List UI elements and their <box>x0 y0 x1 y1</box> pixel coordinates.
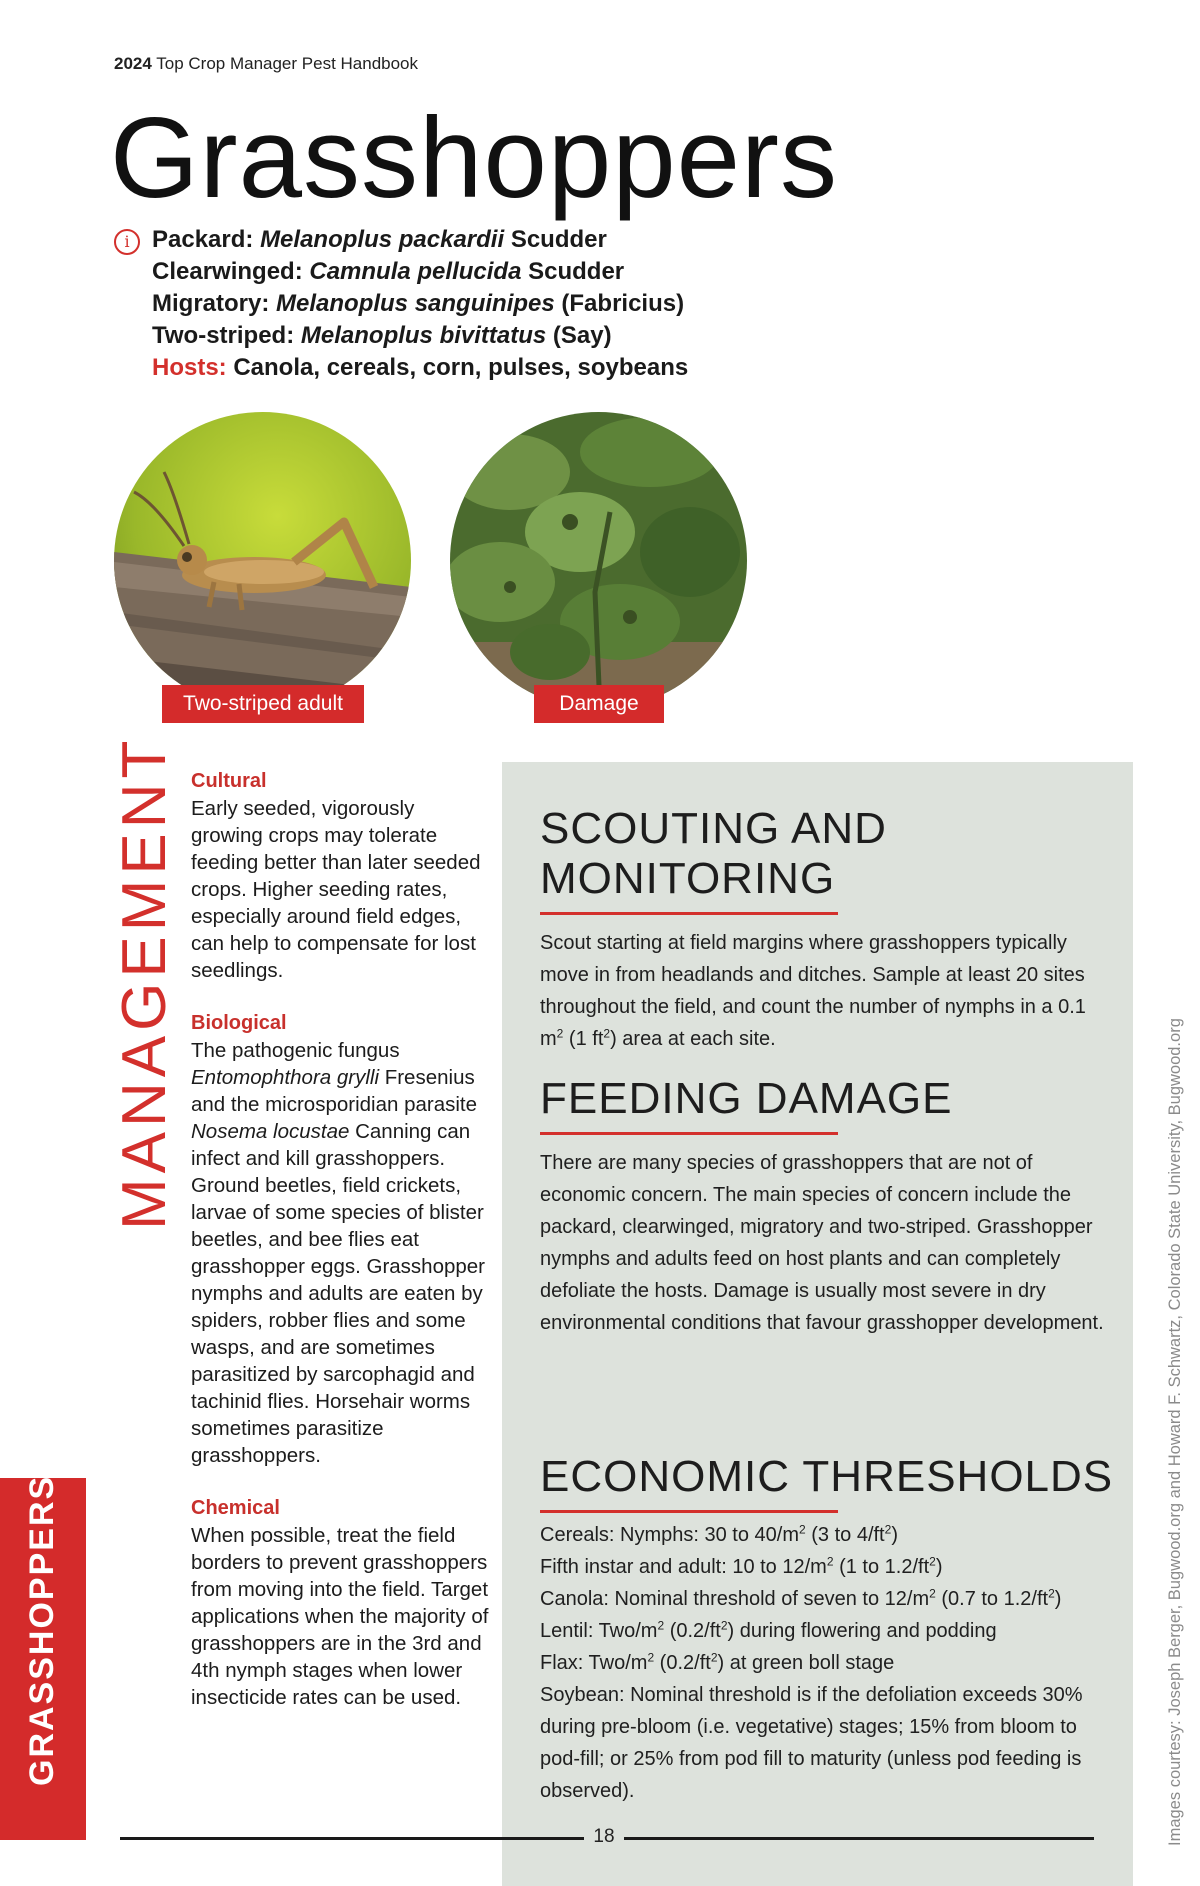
image-credit: Images courtesy: Joseph Berger, Bugwood.org and Howard F. Schwartz, Colorado State University, Bugwood.org <box>1166 1018 1184 1846</box>
photo-caption-adult: Two-striped adult <box>162 685 364 723</box>
feeding-rule <box>540 1132 838 1135</box>
threshold-soybean: Soybean: Nominal threshold is if the defoliation exceeds 30% during pre-bloom (i.e. vegetative) stages; 15% from bloom to pod-fill; or 25% from pod fill to maturity (unless pod feeding is observed). <box>540 1684 1083 1802</box>
superscript: 2 <box>929 1554 936 1569</box>
hosts-label: Hosts: <box>152 354 227 381</box>
threshold-text: (1 to 1.2/ft <box>833 1556 930 1578</box>
scouting-title-line2: MONITORING <box>540 854 836 903</box>
photo-caption-damage: Damage <box>534 685 664 723</box>
thresholds-rule <box>540 1510 838 1513</box>
scouting-section <box>540 804 1110 1055</box>
feeding-text: There are many species of grasshoppers that are not of economic concern. The main species of concern include the packard, clearwinged, migratory and two-striped. Grasshopper nymphs and adults feed on host plants and can completely defoliate the hosts. Damage is usually most severe in dry environmental conditions that favour grasshopper development. <box>540 1152 1104 1334</box>
feeding-title: FEEDING DAMAGE <box>540 1074 953 1123</box>
superscript: 2 <box>647 1650 655 1665</box>
superscript: 2 <box>710 1650 718 1665</box>
thresholds-title: ECONOMIC THRESHOLDS <box>540 1452 1114 1501</box>
header-year: 2024 <box>114 54 152 73</box>
species-list <box>114 224 834 384</box>
management-heading: MANAGEMENT <box>110 735 179 1230</box>
species-author: (Say) <box>552 322 612 349</box>
superscript: 2 <box>1048 1586 1055 1601</box>
species-latin-name: Camnula pellucida <box>309 258 522 285</box>
threshold-text: (0.2/ft <box>664 1620 721 1642</box>
grasshopper-photo <box>114 412 411 709</box>
threshold-text: (3 to 4/ft <box>805 1524 885 1546</box>
threshold-fifth-instar <box>540 1551 1120 1583</box>
biological-text-part: The pathogenic fungus <box>191 1039 400 1062</box>
header-title: Top Crop Manager Pest Handbook <box>156 54 419 73</box>
threshold-text: ) <box>891 1524 898 1546</box>
species-migratory <box>114 288 834 320</box>
superscript: 2 <box>657 1618 665 1633</box>
superscript: 2 <box>884 1522 892 1537</box>
scouting-text-part: ) area at each site. <box>610 1028 776 1050</box>
footer-rule-right <box>624 1837 1094 1840</box>
info-panel <box>502 762 1133 1886</box>
section-tab-label: GRASSHOPPERS <box>23 1474 61 1786</box>
page-title: Grasshoppers <box>110 95 839 222</box>
threshold-text: Canola: Nominal threshold of seven to 12/m <box>540 1588 930 1610</box>
species-common-name: Two-striped: <box>152 322 295 349</box>
grasshopper-illustration <box>114 412 411 709</box>
feeding-section <box>540 1074 1110 1339</box>
species-common-name: Clearwinged: <box>152 258 303 285</box>
cultural-heading: Cultural <box>191 770 267 792</box>
threshold-text: (0.7 to 1.2/ft <box>935 1588 1049 1610</box>
species-latin-name: Melanoplus bivittatus <box>300 322 547 349</box>
scouting-text-part: Scout starting at field margins where grasshoppers typically move in from headlands and ditches. Sample at least 20 sites throughout the field, and count the number of nymphs in a 0.1 m <box>540 932 1086 1050</box>
superscript: 2 <box>603 1026 611 1041</box>
biological-text-part: Canning can infect and kill grasshoppers. Ground beetles, field crickets, larvae of some species of blister beetles, and bee flies eat grasshopper eggs. Grasshopper nymphs and adults are eaten by spiders, robber flies and some wasps, and are sometimes parasitized by sarcophagid and tachinid flies. Horsehair worms sometimes parasitize grasshoppers. <box>191 1120 486 1467</box>
page-number: 18 <box>593 1826 615 1847</box>
scouting-text-part: (1 ft <box>563 1028 604 1050</box>
species-clearwinged <box>114 256 834 288</box>
species-latin-name: Melanoplus packardii <box>260 226 505 253</box>
threshold-text: ) <box>1054 1588 1062 1610</box>
threshold-canola <box>540 1583 1120 1615</box>
damaged-leaves-illustration <box>450 412 747 709</box>
scouting-rule <box>540 912 838 915</box>
threshold-lentil <box>540 1615 1120 1647</box>
handbook-header <box>114 54 418 74</box>
species-common-name: Migratory: <box>152 290 270 317</box>
damage-photo <box>450 412 747 709</box>
management-column <box>191 768 491 1737</box>
species-two-striped <box>114 320 834 352</box>
threshold-text: ) during flowering and podding <box>727 1620 997 1642</box>
superscript: 2 <box>929 1586 936 1601</box>
threshold-text: Cereals: Nymphs: 30 to 40/m <box>540 1524 799 1546</box>
threshold-text: (0.2/ft <box>654 1652 711 1674</box>
hosts-value: Canola, cereals, corn, pulses, soybeans <box>233 354 689 381</box>
thresholds-list <box>540 1519 1120 1807</box>
scouting-text <box>540 927 1110 1055</box>
species-author: Scudder <box>510 226 607 253</box>
thresholds-section <box>540 1452 1120 1807</box>
threshold-cereals <box>540 1519 1120 1551</box>
species-common-name: Packard: <box>152 226 254 253</box>
hosts-line <box>114 352 834 384</box>
threshold-text: ) at green boll stage <box>717 1652 895 1674</box>
footer-rule-left <box>120 1837 584 1840</box>
superscript: 2 <box>826 1554 834 1569</box>
info-icon: i <box>114 229 140 255</box>
threshold-text: Lentil: Two/m <box>540 1620 658 1642</box>
superscript: 2 <box>799 1522 806 1537</box>
species-author: (Fabricius) <box>561 290 685 317</box>
biological-heading: Biological <box>191 1012 287 1034</box>
cultural-text: Early seeded, vigorously growing crops may tolerate feeding better than later seeded crops. Higher seeding rates, especially around field edges, can help to compensate for lost seedlings. <box>191 797 481 982</box>
species-author: Scudder <box>528 258 625 285</box>
biological-text-part: Fresenius and the microsporidian parasite <box>191 1066 478 1116</box>
chemical-text: When possible, treat the field borders to prevent grasshoppers from moving into the field. Target applications when the majority of grasshoppers are in the 3rd and 4th nymph stages when lower insecticide rates can be used. <box>191 1524 489 1709</box>
biological-text <box>191 1037 491 1469</box>
fungus-name: Entomophthora grylli <box>191 1066 380 1089</box>
parasite-name: Nosema locustae <box>191 1120 350 1143</box>
threshold-text: Fifth instar and adult: 10 to 12/m <box>540 1556 827 1578</box>
threshold-text: Flax: Two/m <box>540 1652 648 1674</box>
scouting-title-line1: SCOUTING AND <box>540 804 887 853</box>
species-latin-name: Melanoplus sanguinipes <box>276 290 555 317</box>
threshold-flax <box>540 1647 1120 1679</box>
threshold-text: ) <box>935 1556 943 1578</box>
species-packard <box>114 224 834 256</box>
superscript: 2 <box>720 1618 728 1633</box>
chemical-heading: Chemical <box>191 1497 280 1519</box>
superscript: 2 <box>556 1026 564 1041</box>
